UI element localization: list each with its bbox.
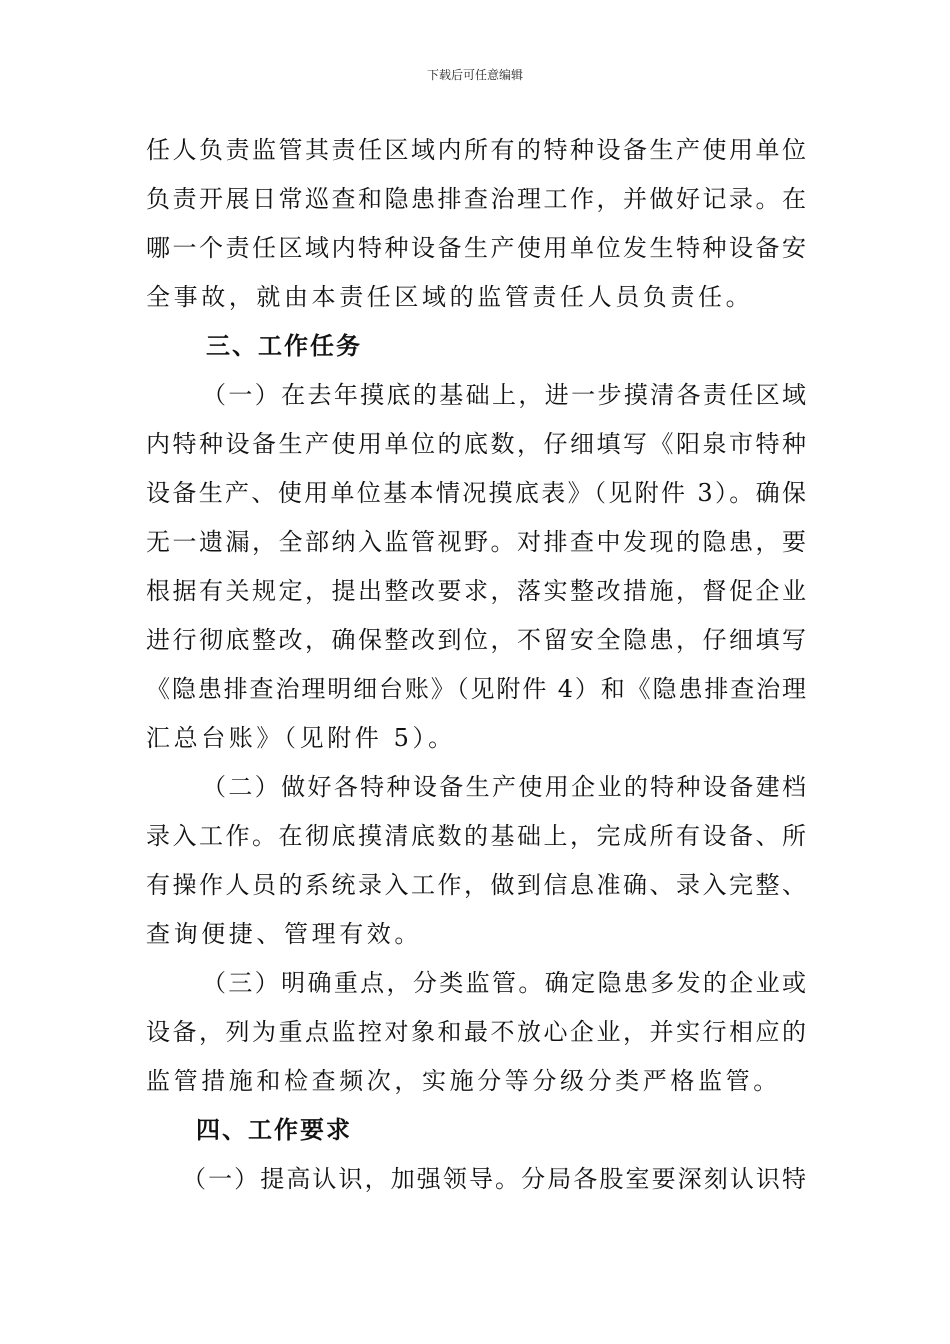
paragraph-line: （二）做好各特种设备生产使用企业的特种设备建档 [202, 773, 806, 801]
paragraph-line: （一）提高认识，加强领导。分局各股室要深刻认识特 [182, 1165, 806, 1193]
paragraph-line: 哪一个责任区域内特种设备生产使用单位发生特种设备安 [146, 234, 806, 262]
paragraph-line: 内特种设备生产使用单位的底数，仔细填写《阳泉市特种 [146, 430, 806, 458]
paragraph-line: 《隐患排查治理明细台账》（见附件 4）和《隐患排查治理 [146, 675, 806, 703]
paragraph-line: 查询便捷、管理有效。 [146, 920, 422, 948]
section-heading: 四、工作要求 [196, 1116, 352, 1144]
paragraph-line: 无一遗漏，全部纳入监管视野。对排查中发现的隐患，要 [146, 528, 806, 556]
paragraph-line: 任人负责监管其责任区域内所有的特种设备生产使用单位 [146, 136, 806, 164]
paragraph-line: 设备，列为重点监控对象和最不放心企业，并实行相应的 [146, 1018, 806, 1046]
paragraph-line: 有操作人员的系统录入工作，做到信息准确、录入完整、 [146, 871, 806, 899]
paragraph-line: 汇总台账》（见附件 5）。 [146, 724, 456, 752]
paragraph-line: 负责开展日常巡查和隐患排查治理工作，并做好记录。在 [146, 185, 806, 213]
section-heading: 三、工作任务 [206, 332, 362, 360]
paragraph-line: （一）在去年摸底的基础上，进一步摸清各责任区域 [202, 381, 806, 409]
paragraph-line: 监管措施和检查频次，实施分等分级分类严格监管。 [146, 1067, 781, 1095]
paragraph-line: 设备生产、使用单位基本情况摸底表》（见附件 3）。确保 [146, 479, 806, 507]
paragraph-line: 根据有关规定，提出整改要求，落实整改措施，督促企业 [146, 577, 806, 605]
paragraph-line: 全事故，就由本责任区域的监管责任人员负责任。 [146, 283, 754, 311]
paragraph-line: 录入工作。在彻底摸清底数的基础上，完成所有设备、所 [146, 822, 806, 850]
paragraph-line: （三）明确重点，分类监管。确定隐患多发的企业或 [202, 969, 806, 997]
paragraph-line: 进行彻底整改，确保整改到位，不留安全隐患，仔细填写 [146, 626, 806, 654]
document-body [146, 126, 806, 1204]
page-header: 下载后可任意编辑 [426, 68, 523, 82]
